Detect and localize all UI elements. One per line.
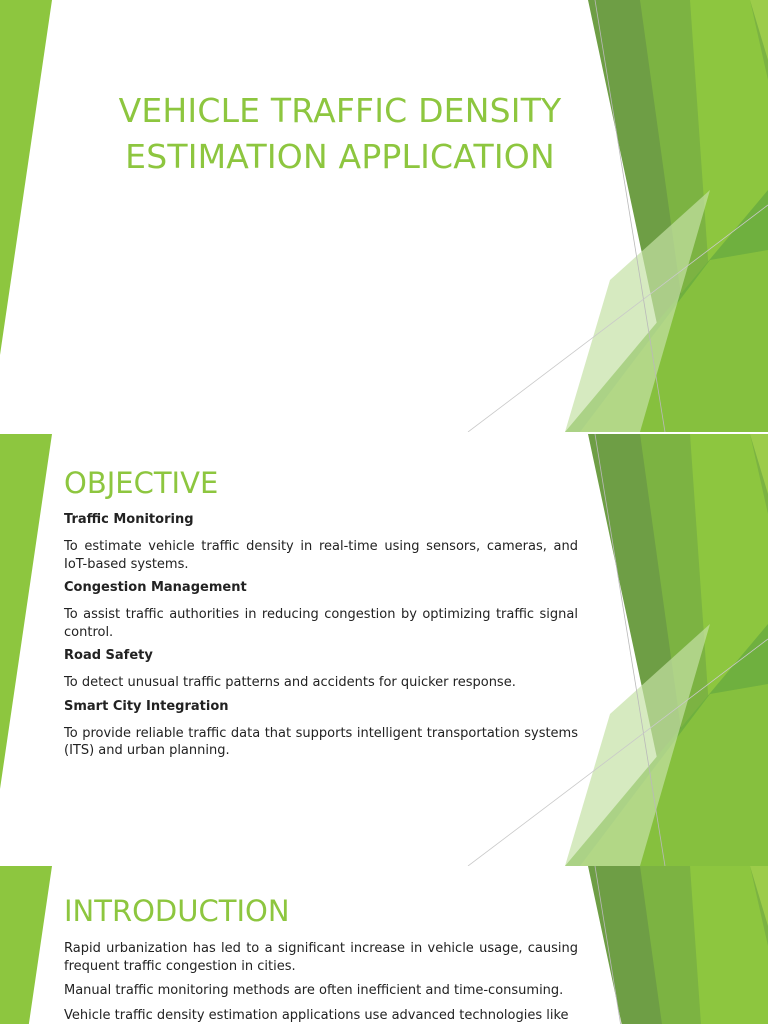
objective-text-traffic-monitoring: To estimate vehicle traffic density in real-time using sensors, cameras, and IoT-based systems. [64, 539, 578, 572]
objective-content [64, 466, 578, 767]
introduction-heading: INTRODUCTION [64, 894, 290, 928]
introduction-content [64, 894, 578, 1024]
introduction-slide [0, 866, 768, 1024]
title-slide-decoration [0, 0, 768, 432]
objective-sub-road-safety: Road Safety [64, 648, 153, 663]
introduction-paragraph-1: Rapid urbanization has led to a significant increase in vehicle usage, causing frequent traffic congestion in cities. [64, 941, 578, 974]
objective-text-road-safety: To detect unusual traffic patterns and accidents for quicker response. [64, 675, 516, 690]
introduction-paragraph-2: Manual traffic monitoring methods are often inefficient and time-consuming. [64, 983, 564, 998]
introduction-paragraph-3: Vehicle traffic density estimation applications use advanced technologies like [64, 1007, 569, 1023]
objective-heading: OBJECTIVE [64, 466, 219, 500]
title-line-1: VEHICLE TRAFFIC DENSITY [118, 91, 562, 130]
objective-sub-traffic-monitoring: Traffic Monitoring [64, 512, 194, 527]
objective-text-smart-city: To provide reliable traffic data that supports intelligent transportation systems (ITS) and urban planning. [64, 725, 578, 758]
objective-text-congestion-management: To assist traffic authorities in reducing congestion by optimizing traffic signal control. [64, 607, 578, 640]
objective-slide [0, 434, 768, 866]
title-line-2: ESTIMATION APPLICATION [125, 137, 555, 176]
objective-sub-congestion-management: Congestion Management [64, 580, 247, 595]
presentation-title [60, 88, 620, 180]
title-slide [0, 0, 768, 432]
objective-sub-smart-city: Smart City Integration [64, 698, 229, 714]
